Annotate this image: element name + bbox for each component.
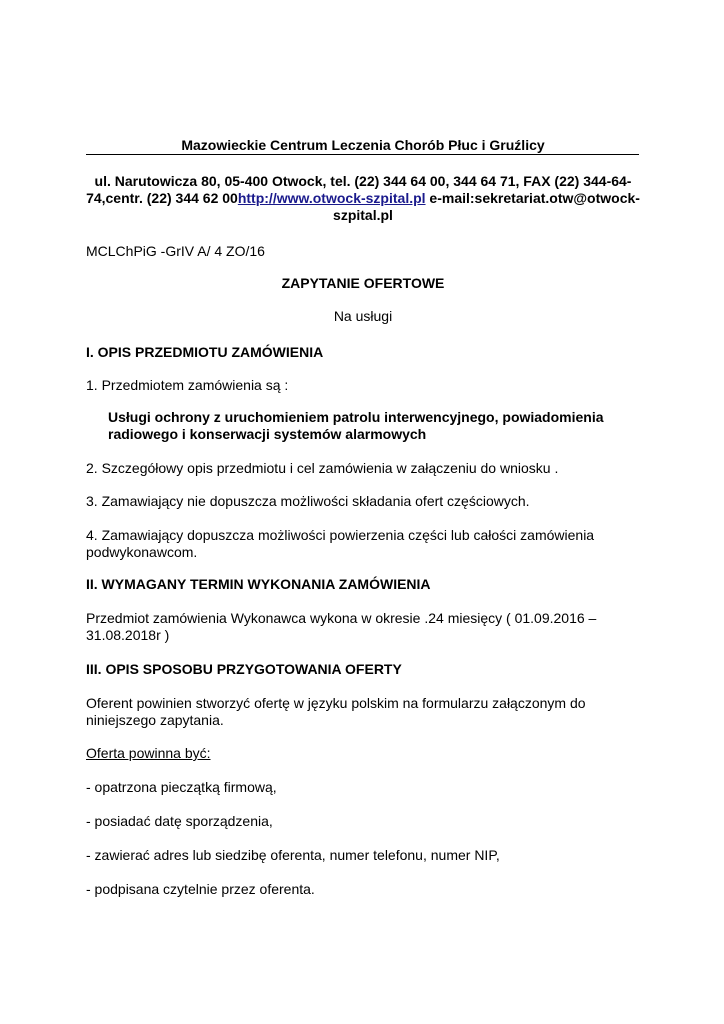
list-item: - opatrzona pieczątką firmową, bbox=[86, 779, 277, 795]
section1-p1: 1. Przedmiotem zamówienia są : bbox=[86, 377, 289, 393]
reference-number: MCLChPiG -GrIV A/ 4 ZO/16 bbox=[86, 243, 265, 259]
list-item: - posiadać datę sporządzenia, bbox=[86, 813, 273, 829]
address-line: ul. Narutowicza 80, 05-400 Otwock, tel. (22) 344 64 00, 344 64 71, FAX (22) 344-64-74,centr. (22) 344 62 00 bbox=[86, 173, 632, 206]
offer-label-text: Oferta powinna być: bbox=[86, 745, 211, 761]
website-link[interactable]: http://www.otwock-szpital.pl bbox=[237, 190, 426, 206]
section2-heading: II. WYMAGANY TERMIN WYKONANIA ZAMÓWIENIA bbox=[86, 576, 431, 592]
section2-p1: Przedmiot zamówienia Wykonawca wykona w okresie .24 miesięcy ( 01.09.2016 – 31.08.2018r ) bbox=[86, 610, 597, 643]
section1-heading: I. OPIS PRZEDMIOTU ZAMÓWIENIA bbox=[86, 344, 324, 360]
document-title: ZAPYTANIE OFERTOWE bbox=[281, 275, 445, 291]
list-item: - zawierać adres lub siedzibę oferenta, numer telefonu, numer NIP, bbox=[86, 847, 500, 863]
header-divider bbox=[86, 154, 639, 155]
list-item: - podpisana czytelnie przez oferenta. bbox=[86, 881, 315, 897]
institution-address bbox=[86, 173, 640, 224]
section1-p2: 2. Szczegółowy opis przedmiotu i cel zamówienia w załączeniu do wniosku . bbox=[86, 460, 559, 476]
section3-heading: III. OPIS SPOSOBU PRZYGOTOWANIA OFERTY bbox=[86, 661, 402, 677]
offer-requirements-label bbox=[86, 745, 640, 762]
section3-p1: Oferent powinien stworzyć ofertę w języku polskim na formularzu załączonym do niniejszego zapytania. bbox=[86, 695, 586, 728]
section1-p4: 4. Zamawiający dopuszcza możliwości powierzenia części lub całości zamówienia podwykonawcom. bbox=[86, 527, 595, 560]
document-subtitle: Na usługi bbox=[333, 308, 393, 324]
section1-detail: Usługi ochrony z uruchomieniem patrolu interwencyjnego, powiadomienia radiowego i konserwacji systemów alarmowych bbox=[108, 409, 604, 442]
section1-p3: 3. Zamawiający nie dopuszcza możliwości składania ofert częściowych. bbox=[86, 493, 530, 509]
institution-name: Mazowieckie Centrum Leczenia Chorób Płuc i Gruźlicy bbox=[181, 137, 545, 153]
email-line: e-mail:sekretariat.otw@otwock-szpital.pl bbox=[333, 190, 640, 223]
